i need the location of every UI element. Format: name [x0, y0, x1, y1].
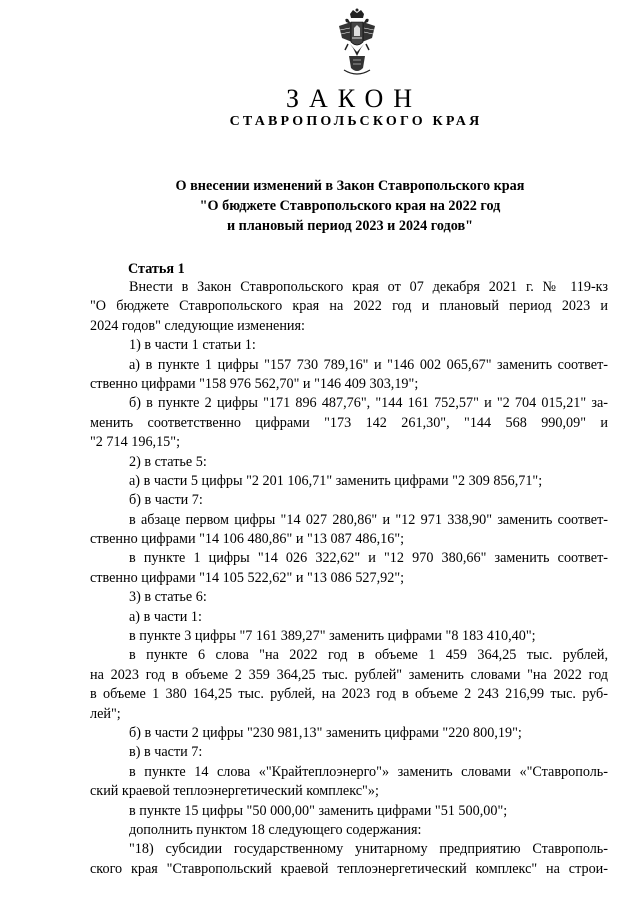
- text-line: на 2023 год в объеме 2 359 364,25 тыс. рублей" заменить словами "на 2022 год: [90, 666, 608, 683]
- text-line: а) в части 5 цифры "2 201 106,71" заменить цифрами "2 309 856,71";: [129, 472, 543, 489]
- text-line: в пункте 14 слова «"Крайтеплоэнерго"» заменить словами «"Ставрополь-: [129, 763, 608, 780]
- text-line: б) в части 7:: [129, 492, 203, 509]
- text-line: в пункте 1 цифры "14 026 322,62" и "12 970 380,66" заменить соответ-: [129, 550, 608, 567]
- text-line: б) в части 2 цифры "230 981,13" заменить цифрами "220 800,19";: [129, 724, 522, 741]
- text-line: ственно цифрами "14 106 480,86" и "13 087 486,16";: [90, 531, 405, 548]
- text-line: ственно цифрами "14 105 522,62" и "13 086 527,92";: [90, 569, 405, 586]
- text-line: 2024 годов" следующие изменения:: [90, 317, 305, 334]
- document-title-line: О внесении изменений в Закон Ставропольского края: [175, 178, 525, 194]
- text-line: ственно цифрами "158 976 562,70" и "146 409 303,19";: [90, 375, 419, 392]
- text-line: в) в части 7:: [129, 744, 203, 761]
- document-title: [0, 176, 640, 236]
- document-title-line: и плановый период 2023 и 2024 годов": [226, 218, 474, 234]
- article-heading: Статья 1: [128, 261, 185, 277]
- text-line: ский краевой теплоэнергетический комплекс"»;: [90, 783, 379, 800]
- text-line: б) в пункте 2 цифры "171 896 487,76", "144 161 752,57" и "2 704 015,21" за-: [129, 395, 608, 412]
- text-line: "18) субсидии государственному унитарному предприятию Ставрополь-: [129, 841, 608, 858]
- text-line: менить соответственно цифрами "173 142 261,30", "144 568 990,09" и: [90, 414, 608, 431]
- text-line: "2 714 196,15";: [90, 434, 181, 451]
- text-line: а) в пункте 1 цифры "157 730 789,16" и "146 002 065,67" заменить соответ-: [129, 356, 608, 373]
- text-line: в абзаце первом цифры "14 027 280,86" и "12 971 338,90" заменить соответ-: [129, 511, 608, 528]
- article-body: [90, 278, 608, 879]
- text-line: 3) в статье 6:: [129, 589, 207, 606]
- text-line: в пункте 3 цифры "7 161 389,27" заменить цифрами "8 183 410,40";: [129, 628, 536, 645]
- text-line: а) в части 1:: [129, 608, 202, 625]
- text-line: 2) в статье 5:: [129, 453, 207, 470]
- text-line: ского края "Ставропольский краевой теплоэнергетический комплекс" на строи-: [90, 860, 608, 877]
- text-line: "О бюджете Ставропольского края на 2022 год и плановый период 2023 и: [90, 298, 608, 315]
- coat-of-arms-icon: [336, 8, 378, 78]
- text-line: в пункте 6 слова "на 2022 год в объеме 1 459 364,25 тыс. рублей,: [129, 647, 608, 664]
- document-title-line: "О бюджете Ставропольского края на 2022 год: [199, 198, 501, 214]
- text-line: дополнить пунктом 18 следующего содержания:: [129, 821, 422, 838]
- text-line: лей";: [90, 705, 121, 722]
- text-line: 1) в части 1 статьи 1:: [129, 337, 256, 354]
- text-line: Внести в Закон Ставропольского края от 07 декабря 2021 г. № 119-кз: [129, 279, 608, 295]
- text-line: в пункте 15 цифры "50 000,00" заменить цифрами "51 500,00";: [129, 802, 508, 819]
- text-line: в объеме 1 380 164,25 тыс. рублей, на 2023 год в объеме 2 243 216,99 тыс. руб-: [90, 686, 608, 703]
- law-heading: ЗАКОН: [285, 84, 423, 113]
- region-heading: СТАВРОПОЛЬСКОГО КРАЯ: [229, 114, 483, 129]
